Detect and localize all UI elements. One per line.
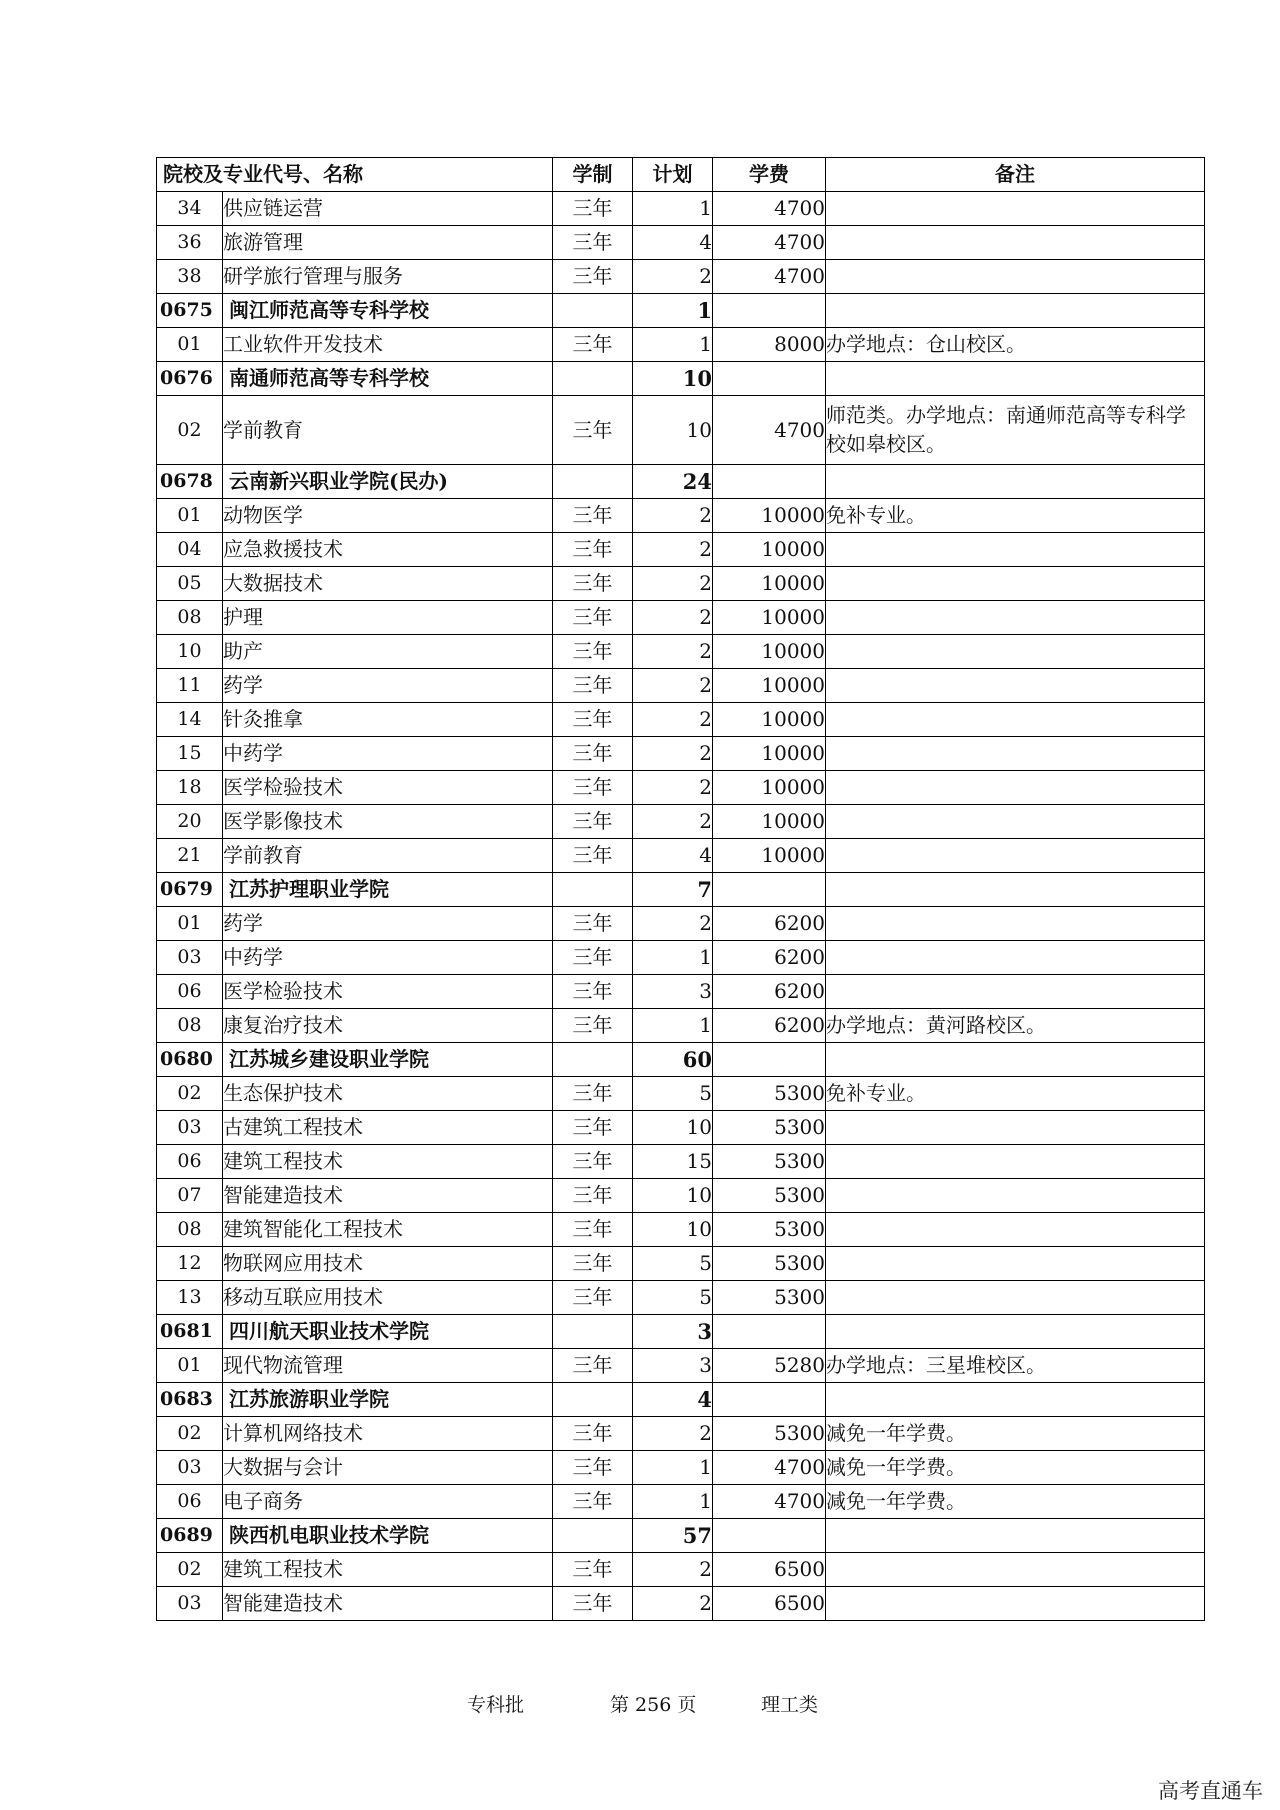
note-cell <box>826 771 1205 805</box>
major-code: 20 <box>157 805 223 839</box>
note-cell <box>826 192 1205 226</box>
major-name: 智能建造技术 <box>223 1179 553 1213</box>
plan-cell: 1 <box>633 1451 713 1485</box>
major-code: 02 <box>157 1077 223 1111</box>
tuition-cell: 10000 <box>713 703 826 737</box>
major-name: 动物医学 <box>223 499 553 533</box>
tuition-cell: 5300 <box>713 1179 826 1213</box>
tuition-cell: 4700 <box>713 1485 826 1519</box>
note-cell <box>826 1519 1205 1553</box>
major-code: 10 <box>157 635 223 669</box>
tuition-cell <box>713 1315 826 1349</box>
major-row <box>157 771 1205 805</box>
note-cell: 减免一年学费。 <box>826 1417 1205 1451</box>
tuition-cell <box>713 1383 826 1417</box>
major-row <box>157 1145 1205 1179</box>
duration-cell <box>553 1519 633 1553</box>
plan-cell: 1 <box>633 192 713 226</box>
major-code: 12 <box>157 1247 223 1281</box>
plan-cell: 2 <box>633 260 713 294</box>
note-cell <box>826 1213 1205 1247</box>
major-name: 物联网应用技术 <box>223 1247 553 1281</box>
duration-cell: 三年 <box>553 635 633 669</box>
duration-cell: 三年 <box>553 941 633 975</box>
note-cell <box>826 1281 1205 1315</box>
tuition-cell: 5300 <box>713 1417 826 1451</box>
duration-cell: 三年 <box>553 1179 633 1213</box>
duration-cell: 三年 <box>553 1247 633 1281</box>
major-row <box>157 396 1205 465</box>
school-code: 0681 <box>157 1315 223 1349</box>
duration-cell: 三年 <box>553 1587 633 1621</box>
school-name: 四川航天职业技术学院 <box>223 1315 553 1349</box>
duration-cell: 三年 <box>553 975 633 1009</box>
tuition-cell: 4700 <box>713 1451 826 1485</box>
school-row <box>157 362 1205 396</box>
major-name: 助产 <box>223 635 553 669</box>
major-row <box>157 533 1205 567</box>
plan-cell: 2 <box>633 703 713 737</box>
major-row <box>157 941 1205 975</box>
major-code: 04 <box>157 533 223 567</box>
note-cell <box>826 1587 1205 1621</box>
school-name: 南通师范高等专科学校 <box>223 362 553 396</box>
tuition-cell: 4700 <box>713 396 826 465</box>
duration-cell: 三年 <box>553 601 633 635</box>
plan-cell: 1 <box>633 941 713 975</box>
major-name: 现代物流管理 <box>223 1349 553 1383</box>
duration-cell: 三年 <box>553 260 633 294</box>
major-code: 06 <box>157 1145 223 1179</box>
watermark-text: 高考直通车 <box>1158 1779 1263 1803</box>
plan-cell: 3 <box>633 975 713 1009</box>
major-row <box>157 260 1205 294</box>
plan-cell: 5 <box>633 1247 713 1281</box>
tuition-cell: 10000 <box>713 771 826 805</box>
duration-cell: 三年 <box>553 1213 633 1247</box>
plan-cell: 2 <box>633 499 713 533</box>
plan-cell: 2 <box>633 669 713 703</box>
major-row <box>157 499 1205 533</box>
tuition-cell: 10000 <box>713 635 826 669</box>
school-code: 0676 <box>157 362 223 396</box>
major-row <box>157 1553 1205 1587</box>
duration-cell: 三年 <box>553 533 633 567</box>
major-name: 研学旅行管理与服务 <box>223 260 553 294</box>
major-code: 01 <box>157 499 223 533</box>
duration-cell: 三年 <box>553 499 633 533</box>
plan-cell: 10 <box>633 1179 713 1213</box>
school-name: 陕西机电职业技术学院 <box>223 1519 553 1553</box>
note-cell <box>826 260 1205 294</box>
note-cell <box>826 941 1205 975</box>
plan-cell: 7 <box>633 873 713 907</box>
note-cell: 免补专业。 <box>826 499 1205 533</box>
school-row <box>157 294 1205 328</box>
note-cell: 办学地点：三星堆校区。 <box>826 1349 1205 1383</box>
duration-cell: 三年 <box>553 226 633 260</box>
major-row <box>157 1009 1205 1043</box>
plan-cell: 3 <box>633 1315 713 1349</box>
plan-cell: 2 <box>633 533 713 567</box>
school-name: 江苏护理职业学院 <box>223 873 553 907</box>
major-name: 药学 <box>223 907 553 941</box>
tuition-cell: 6200 <box>713 941 826 975</box>
major-row <box>157 328 1205 362</box>
major-code: 03 <box>157 1111 223 1145</box>
tuition-cell: 6500 <box>713 1587 826 1621</box>
duration-cell: 三年 <box>553 1009 633 1043</box>
major-code: 03 <box>157 941 223 975</box>
school-row <box>157 1383 1205 1417</box>
tuition-cell <box>713 873 826 907</box>
major-row <box>157 1485 1205 1519</box>
major-code: 02 <box>157 396 223 465</box>
tuition-cell: 5300 <box>713 1077 826 1111</box>
major-code: 06 <box>157 1485 223 1519</box>
school-name: 江苏旅游职业学院 <box>223 1383 553 1417</box>
major-name: 计算机网络技术 <box>223 1417 553 1451</box>
note-cell: 减免一年学费。 <box>826 1451 1205 1485</box>
plan-cell: 2 <box>633 737 713 771</box>
plan-cell: 1 <box>633 1485 713 1519</box>
note-cell <box>826 1145 1205 1179</box>
major-row <box>157 907 1205 941</box>
header-tuition: 学费 <box>713 158 826 192</box>
plan-cell: 5 <box>633 1281 713 1315</box>
note-cell <box>826 703 1205 737</box>
duration-cell: 三年 <box>553 1349 633 1383</box>
major-row <box>157 1281 1205 1315</box>
duration-cell <box>553 1383 633 1417</box>
major-row <box>157 1417 1205 1451</box>
tuition-cell: 10000 <box>713 567 826 601</box>
tuition-cell: 4700 <box>713 192 826 226</box>
header-plan: 计划 <box>633 158 713 192</box>
duration-cell: 三年 <box>553 805 633 839</box>
major-name: 医学检验技术 <box>223 771 553 805</box>
note-cell: 免补专业。 <box>826 1077 1205 1111</box>
major-name: 建筑工程技术 <box>223 1553 553 1587</box>
major-row <box>157 567 1205 601</box>
note-cell: 办学地点：仓山校区。 <box>826 328 1205 362</box>
duration-cell: 三年 <box>553 737 633 771</box>
major-name: 大数据技术 <box>223 567 553 601</box>
duration-cell: 三年 <box>553 192 633 226</box>
tuition-cell: 6200 <box>713 1009 826 1043</box>
school-code: 0680 <box>157 1043 223 1077</box>
duration-cell: 三年 <box>553 771 633 805</box>
major-name: 旅游管理 <box>223 226 553 260</box>
footer-page-number: 第 256 页 <box>610 1694 697 1716</box>
tuition-cell <box>713 362 826 396</box>
plan-cell: 2 <box>633 1417 713 1451</box>
major-code: 03 <box>157 1451 223 1485</box>
tuition-cell: 5300 <box>713 1111 826 1145</box>
major-name: 电子商务 <box>223 1485 553 1519</box>
tuition-cell: 10000 <box>713 737 826 771</box>
major-code: 03 <box>157 1587 223 1621</box>
school-row <box>157 1519 1205 1553</box>
major-name: 古建筑工程技术 <box>223 1111 553 1145</box>
school-row <box>157 1043 1205 1077</box>
major-code: 01 <box>157 907 223 941</box>
admission-plan-table <box>156 157 1205 1621</box>
tuition-cell: 5300 <box>713 1247 826 1281</box>
footer-category: 理工类 <box>761 1694 819 1716</box>
major-code: 11 <box>157 669 223 703</box>
major-row <box>157 1247 1205 1281</box>
note-cell: 师范类。办学地点：南通师范高等专科学校如皋校区。 <box>826 396 1205 465</box>
major-name: 中药学 <box>223 737 553 771</box>
tuition-cell: 6200 <box>713 907 826 941</box>
header-duration: 学制 <box>553 158 633 192</box>
major-row <box>157 737 1205 771</box>
major-name: 移动互联应用技术 <box>223 1281 553 1315</box>
note-cell <box>826 907 1205 941</box>
tuition-cell: 4700 <box>713 226 826 260</box>
plan-cell: 4 <box>633 1383 713 1417</box>
major-code: 05 <box>157 567 223 601</box>
duration-cell: 三年 <box>553 839 633 873</box>
note-cell <box>826 1383 1205 1417</box>
note-cell <box>826 839 1205 873</box>
duration-cell: 三年 <box>553 396 633 465</box>
tuition-cell: 5300 <box>713 1281 826 1315</box>
major-row <box>157 839 1205 873</box>
major-row <box>157 601 1205 635</box>
note-cell <box>826 669 1205 703</box>
note-cell <box>826 1043 1205 1077</box>
school-name: 闽江师范高等专科学校 <box>223 294 553 328</box>
major-code: 01 <box>157 328 223 362</box>
note-cell <box>826 737 1205 771</box>
note-cell <box>826 226 1205 260</box>
note-cell <box>826 465 1205 499</box>
tuition-cell: 5280 <box>713 1349 826 1383</box>
plan-cell: 10 <box>633 362 713 396</box>
duration-cell: 三年 <box>553 1281 633 1315</box>
note-cell <box>826 635 1205 669</box>
major-row <box>157 226 1205 260</box>
school-name: 云南新兴职业学院(民办) <box>223 465 553 499</box>
plan-cell: 10 <box>633 396 713 465</box>
school-code: 0675 <box>157 294 223 328</box>
major-row <box>157 1213 1205 1247</box>
major-row <box>157 669 1205 703</box>
footer-batch: 专科批 <box>467 1694 525 1716</box>
school-row <box>157 873 1205 907</box>
plan-cell: 1 <box>633 294 713 328</box>
major-code: 08 <box>157 601 223 635</box>
tuition-cell: 10000 <box>713 499 826 533</box>
major-code: 06 <box>157 975 223 1009</box>
plan-cell: 60 <box>633 1043 713 1077</box>
table-header-row <box>157 158 1205 192</box>
major-name: 建筑工程技术 <box>223 1145 553 1179</box>
major-name: 生态保护技术 <box>223 1077 553 1111</box>
tuition-cell <box>713 1519 826 1553</box>
duration-cell: 三年 <box>553 1451 633 1485</box>
tuition-cell: 5300 <box>713 1213 826 1247</box>
major-row <box>157 1111 1205 1145</box>
note-cell <box>826 873 1205 907</box>
tuition-cell: 6500 <box>713 1553 826 1587</box>
major-name: 护理 <box>223 601 553 635</box>
major-name: 智能建造技术 <box>223 1587 553 1621</box>
duration-cell <box>553 362 633 396</box>
major-row <box>157 1587 1205 1621</box>
plan-cell: 2 <box>633 907 713 941</box>
major-name: 工业软件开发技术 <box>223 328 553 362</box>
note-cell <box>826 362 1205 396</box>
tuition-cell <box>713 294 826 328</box>
major-name: 学前教育 <box>223 396 553 465</box>
duration-cell: 三年 <box>553 567 633 601</box>
duration-cell <box>553 465 633 499</box>
plan-cell: 4 <box>633 839 713 873</box>
major-code: 08 <box>157 1009 223 1043</box>
plan-cell: 57 <box>633 1519 713 1553</box>
duration-cell <box>553 873 633 907</box>
major-row <box>157 1077 1205 1111</box>
plan-cell: 24 <box>633 465 713 499</box>
plan-cell: 10 <box>633 1111 713 1145</box>
plan-cell: 1 <box>633 1009 713 1043</box>
major-name: 学前教育 <box>223 839 553 873</box>
duration-cell: 三年 <box>553 1111 633 1145</box>
major-row <box>157 1349 1205 1383</box>
note-cell <box>826 975 1205 1009</box>
note-cell <box>826 1111 1205 1145</box>
tuition-cell: 10000 <box>713 601 826 635</box>
tuition-cell: 5300 <box>713 1145 826 1179</box>
plan-cell: 15 <box>633 1145 713 1179</box>
plan-cell: 1 <box>633 328 713 362</box>
tuition-cell: 10000 <box>713 839 826 873</box>
duration-cell: 三年 <box>553 1417 633 1451</box>
major-row <box>157 1451 1205 1485</box>
school-code: 0679 <box>157 873 223 907</box>
note-cell <box>826 1247 1205 1281</box>
major-row <box>157 975 1205 1009</box>
plan-cell: 3 <box>633 1349 713 1383</box>
major-name: 康复治疗技术 <box>223 1009 553 1043</box>
plan-cell: 2 <box>633 771 713 805</box>
major-code: 14 <box>157 703 223 737</box>
duration-cell: 三年 <box>553 907 633 941</box>
note-cell <box>826 567 1205 601</box>
tuition-cell <box>713 1043 826 1077</box>
header-school-major: 院校及专业代号、名称 <box>157 158 553 192</box>
school-code: 0683 <box>157 1383 223 1417</box>
major-code: 15 <box>157 737 223 771</box>
duration-cell: 三年 <box>553 1553 633 1587</box>
plan-cell: 10 <box>633 1213 713 1247</box>
major-name: 中药学 <box>223 941 553 975</box>
note-cell <box>826 533 1205 567</box>
major-code: 18 <box>157 771 223 805</box>
duration-cell: 三年 <box>553 703 633 737</box>
tuition-cell <box>713 465 826 499</box>
plan-cell: 2 <box>633 635 713 669</box>
major-name: 大数据与会计 <box>223 1451 553 1485</box>
major-code: 38 <box>157 260 223 294</box>
duration-cell <box>553 294 633 328</box>
plan-cell: 2 <box>633 1587 713 1621</box>
major-row <box>157 635 1205 669</box>
major-row <box>157 703 1205 737</box>
major-name: 应急救援技术 <box>223 533 553 567</box>
major-name: 建筑智能化工程技术 <box>223 1213 553 1247</box>
plan-cell: 2 <box>633 567 713 601</box>
note-cell <box>826 805 1205 839</box>
plan-cell: 5 <box>633 1077 713 1111</box>
note-cell <box>826 1315 1205 1349</box>
plan-cell: 4 <box>633 226 713 260</box>
major-code: 34 <box>157 192 223 226</box>
major-code: 01 <box>157 1349 223 1383</box>
school-row <box>157 1315 1205 1349</box>
major-code: 13 <box>157 1281 223 1315</box>
note-cell <box>826 1179 1205 1213</box>
major-code: 02 <box>157 1553 223 1587</box>
tuition-cell: 10000 <box>713 533 826 567</box>
school-code: 0678 <box>157 465 223 499</box>
tuition-cell: 4700 <box>713 260 826 294</box>
major-row <box>157 805 1205 839</box>
major-row <box>157 192 1205 226</box>
duration-cell <box>553 1315 633 1349</box>
tuition-cell: 10000 <box>713 805 826 839</box>
header-note: 备注 <box>826 158 1205 192</box>
duration-cell: 三年 <box>553 328 633 362</box>
major-code: 07 <box>157 1179 223 1213</box>
major-name: 药学 <box>223 669 553 703</box>
note-cell: 减免一年学费。 <box>826 1485 1205 1519</box>
plan-cell: 2 <box>633 805 713 839</box>
school-code: 0689 <box>157 1519 223 1553</box>
duration-cell: 三年 <box>553 1145 633 1179</box>
major-row <box>157 1179 1205 1213</box>
major-code: 08 <box>157 1213 223 1247</box>
duration-cell: 三年 <box>553 669 633 703</box>
major-name: 针灸推拿 <box>223 703 553 737</box>
major-code: 02 <box>157 1417 223 1451</box>
major-name: 医学影像技术 <box>223 805 553 839</box>
note-cell <box>826 1553 1205 1587</box>
school-row <box>157 465 1205 499</box>
duration-cell: 三年 <box>553 1485 633 1519</box>
school-name: 江苏城乡建设职业学院 <box>223 1043 553 1077</box>
tuition-cell: 6200 <box>713 975 826 1009</box>
major-name: 供应链运营 <box>223 192 553 226</box>
plan-cell: 2 <box>633 1553 713 1587</box>
major-name: 医学检验技术 <box>223 975 553 1009</box>
tuition-cell: 10000 <box>713 669 826 703</box>
plan-cell: 2 <box>633 601 713 635</box>
duration-cell <box>553 1043 633 1077</box>
major-code: 21 <box>157 839 223 873</box>
note-cell <box>826 294 1205 328</box>
note-cell: 办学地点：黄河路校区。 <box>826 1009 1205 1043</box>
tuition-cell: 8000 <box>713 328 826 362</box>
note-cell <box>826 601 1205 635</box>
major-code: 36 <box>157 226 223 260</box>
duration-cell: 三年 <box>553 1077 633 1111</box>
